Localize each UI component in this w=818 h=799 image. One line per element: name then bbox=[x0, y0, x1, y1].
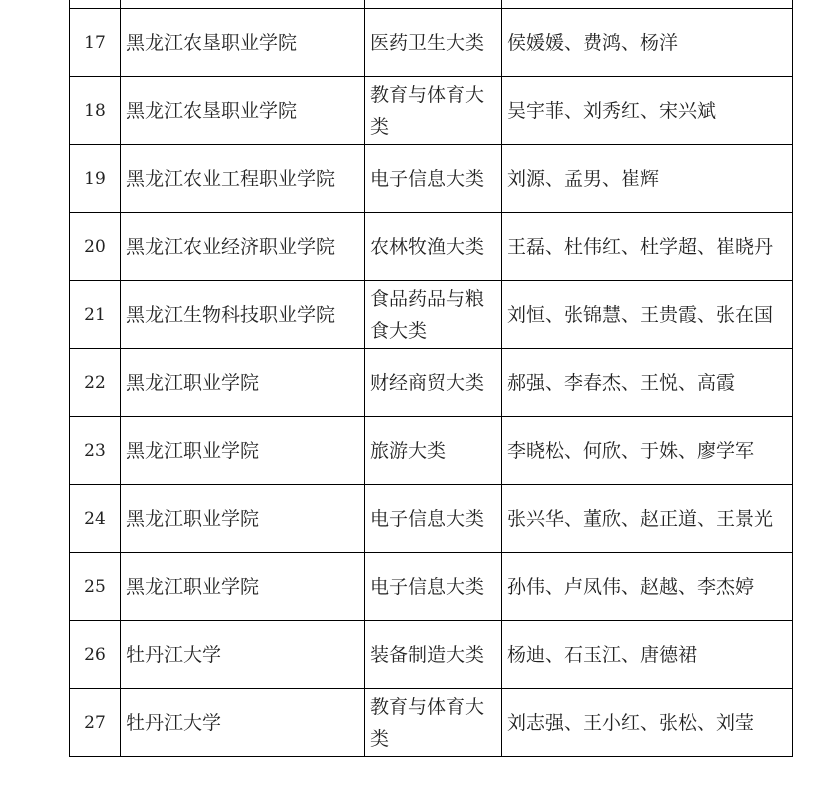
team-members: 侯媛媛、费鸿、杨洋 bbox=[502, 9, 793, 77]
table-row bbox=[70, 485, 793, 553]
school-name: 黑龙江农业经济职业学院 bbox=[121, 213, 365, 281]
school-name: 黑龙江职业学院 bbox=[121, 553, 365, 621]
awards-table bbox=[69, 0, 793, 757]
team-members: 刘源、孟男、崔辉 bbox=[502, 145, 793, 213]
row-number: 21 bbox=[70, 281, 121, 349]
row-number: 27 bbox=[70, 689, 121, 757]
school-name: 黑龙江农业工程职业学院 bbox=[121, 145, 365, 213]
school-name: 牡丹江大学 bbox=[121, 689, 365, 757]
row-number: 22 bbox=[70, 349, 121, 417]
specialty-category: 教育与体育大类 bbox=[365, 77, 502, 145]
specialty-category: 医药卫生大类 bbox=[365, 9, 502, 77]
awards-table-container bbox=[69, 0, 793, 757]
table-row bbox=[70, 417, 793, 485]
team-members: 吴宇菲、刘秀红、宋兴斌 bbox=[502, 77, 793, 145]
specialty-category: 电子信息大类 bbox=[365, 553, 502, 621]
school-name: 黑龙江职业学院 bbox=[121, 417, 365, 485]
school-name: 黑龙江生物科技职业学院 bbox=[121, 281, 365, 349]
team-members: 孙伟、卢凤伟、赵越、李杰婷 bbox=[502, 553, 793, 621]
specialty-category: 农林牧渔大类 bbox=[365, 213, 502, 281]
team-members: 李晓松、何欣、于姝、廖学军 bbox=[502, 417, 793, 485]
cell-stub bbox=[70, 0, 121, 9]
row-number: 26 bbox=[70, 621, 121, 689]
team-members: 王磊、杜伟红、杜学超、崔晓丹 bbox=[502, 213, 793, 281]
specialty-category: 装备制造大类 bbox=[365, 621, 502, 689]
row-number: 20 bbox=[70, 213, 121, 281]
table-row bbox=[70, 689, 793, 757]
table-row bbox=[70, 553, 793, 621]
table-row bbox=[70, 77, 793, 145]
cell-stub bbox=[502, 0, 793, 9]
row-number: 18 bbox=[70, 77, 121, 145]
specialty-category: 教育与体育大类 bbox=[365, 689, 502, 757]
team-members: 郝强、李春杰、王悦、高霞 bbox=[502, 349, 793, 417]
table-row bbox=[70, 213, 793, 281]
table-row-partial bbox=[70, 0, 793, 9]
team-members: 刘志强、王小红、张松、刘莹 bbox=[502, 689, 793, 757]
specialty-category: 电子信息大类 bbox=[365, 485, 502, 553]
row-number: 24 bbox=[70, 485, 121, 553]
team-members: 刘恒、张锦慧、王贵霞、张在国 bbox=[502, 281, 793, 349]
school-name: 黑龙江农垦职业学院 bbox=[121, 9, 365, 77]
table-row bbox=[70, 281, 793, 349]
table-row bbox=[70, 9, 793, 77]
team-members: 张兴华、董欣、赵正道、王景光 bbox=[502, 485, 793, 553]
cell-stub bbox=[365, 0, 502, 9]
school-name: 黑龙江农垦职业学院 bbox=[121, 77, 365, 145]
row-number: 25 bbox=[70, 553, 121, 621]
table-body bbox=[70, 0, 793, 757]
row-number: 19 bbox=[70, 145, 121, 213]
cell-stub bbox=[121, 0, 365, 9]
row-number: 17 bbox=[70, 9, 121, 77]
table-row bbox=[70, 349, 793, 417]
specialty-category: 电子信息大类 bbox=[365, 145, 502, 213]
school-name: 黑龙江职业学院 bbox=[121, 349, 365, 417]
team-members: 杨迪、石玉江、唐德裙 bbox=[502, 621, 793, 689]
table-row bbox=[70, 145, 793, 213]
school-name: 黑龙江职业学院 bbox=[121, 485, 365, 553]
specialty-category: 财经商贸大类 bbox=[365, 349, 502, 417]
row-number: 23 bbox=[70, 417, 121, 485]
specialty-category: 旅游大类 bbox=[365, 417, 502, 485]
school-name: 牡丹江大学 bbox=[121, 621, 365, 689]
specialty-category: 食品药品与粮食大类 bbox=[365, 281, 502, 349]
table-row bbox=[70, 621, 793, 689]
